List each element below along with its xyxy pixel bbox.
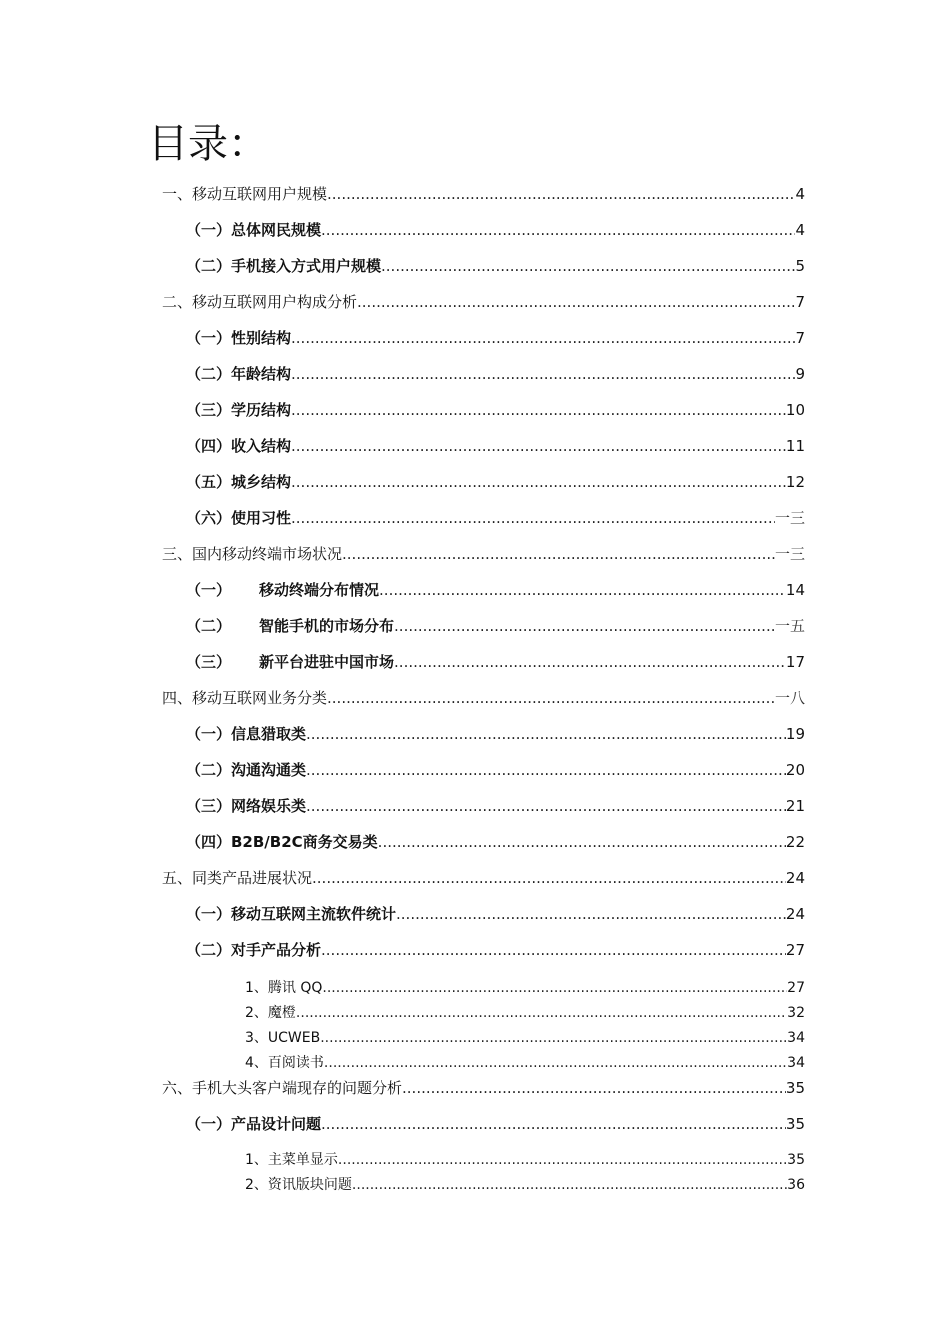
toc-entry-page: 22 bbox=[785, 833, 805, 851]
toc-entry-page: 10 bbox=[785, 401, 805, 419]
toc-entry-page: 35 bbox=[787, 1152, 805, 1168]
toc-entry-page: 一三 bbox=[774, 509, 805, 527]
toc-entry[interactable] bbox=[162, 688, 805, 708]
toc-entry-label: 新平台进驻中国市场 bbox=[259, 653, 395, 671]
toc-entry[interactable] bbox=[186, 616, 805, 636]
toc-entry-number: （二） bbox=[186, 617, 232, 635]
toc-entry-page: 35 bbox=[785, 1079, 805, 1097]
toc-entry-label: （一）移动互联网主流软件统计 bbox=[186, 905, 397, 923]
dot-leader bbox=[291, 508, 775, 528]
dot-leader bbox=[338, 1150, 787, 1170]
dot-leader bbox=[379, 580, 786, 600]
toc-entry[interactable] bbox=[186, 652, 805, 672]
toc-entry[interactable] bbox=[186, 364, 805, 384]
toc-entry-page: 11 bbox=[785, 437, 805, 455]
toc-entry-page: 4 bbox=[795, 221, 805, 239]
toc-entry[interactable] bbox=[186, 580, 805, 600]
toc-entry-page: 21 bbox=[785, 797, 805, 815]
toc-entry-page: 4 bbox=[795, 185, 805, 203]
toc-entry-page: 24 bbox=[785, 905, 805, 923]
toc-entry-label: （一）产品设计问题 bbox=[186, 1115, 322, 1133]
dot-leader bbox=[291, 436, 786, 456]
toc-entry-page: 一三 bbox=[774, 545, 805, 563]
dot-leader bbox=[381, 256, 795, 276]
toc-entry[interactable] bbox=[186, 328, 805, 348]
toc-entry-label: （五）城乡结构 bbox=[186, 473, 292, 491]
toc-entry[interactable] bbox=[162, 184, 805, 204]
dot-leader bbox=[357, 292, 795, 312]
toc-entry-label: 四、移动互联网业务分类 bbox=[162, 689, 328, 707]
toc-entry-label: 六、手机大头客户端现存的问题分析 bbox=[162, 1079, 403, 1097]
dot-leader bbox=[312, 868, 786, 888]
dot-leader bbox=[402, 1078, 786, 1098]
toc-entry-number: （三） bbox=[186, 653, 232, 671]
dot-leader bbox=[291, 472, 786, 492]
toc-entry-label: 二、移动互联网用户构成分析 bbox=[162, 293, 358, 311]
toc-entry-page: 7 bbox=[795, 329, 805, 347]
toc-entry-label: 1、主菜单显示 bbox=[245, 1152, 338, 1168]
toc-entry[interactable] bbox=[162, 868, 805, 888]
toc-entry-page: 17 bbox=[785, 653, 805, 671]
toc-entry[interactable] bbox=[245, 978, 805, 998]
toc-entry-page: 34 bbox=[787, 1055, 805, 1071]
toc-entry-page: 9 bbox=[795, 365, 805, 383]
toc-entry-label: （二）沟通沟通类 bbox=[186, 761, 307, 779]
toc-entry-label: （一）信息猎取类 bbox=[186, 725, 307, 743]
toc-entry-label: 一、移动互联网用户规模 bbox=[162, 185, 328, 203]
dot-leader bbox=[394, 616, 775, 636]
toc-entry[interactable] bbox=[186, 796, 805, 816]
dot-leader bbox=[306, 724, 786, 744]
toc-entry-page: 32 bbox=[787, 1005, 805, 1021]
dot-leader bbox=[396, 904, 786, 924]
toc-entry[interactable] bbox=[186, 508, 805, 528]
toc-entry[interactable] bbox=[162, 544, 805, 564]
toc-entry-page: 14 bbox=[785, 581, 805, 599]
dot-leader bbox=[322, 978, 787, 998]
toc-entry-label: （一）性别结构 bbox=[186, 329, 292, 347]
toc-entry[interactable] bbox=[186, 832, 805, 852]
toc-entry-label: 4、百阅读书 bbox=[245, 1055, 324, 1071]
toc-entry[interactable] bbox=[245, 1053, 805, 1073]
toc-entry[interactable] bbox=[186, 400, 805, 420]
toc-entry-label: （六）使用习性 bbox=[186, 509, 292, 527]
toc-entry[interactable] bbox=[186, 472, 805, 492]
toc-entry[interactable] bbox=[186, 1114, 805, 1134]
toc-entry[interactable] bbox=[162, 1078, 805, 1098]
dot-leader bbox=[324, 1053, 787, 1073]
toc-entry-page: 一五 bbox=[774, 617, 805, 635]
toc-entry-label: 2、魔橙 bbox=[245, 1005, 296, 1021]
toc-entry-page: 19 bbox=[785, 725, 805, 743]
dot-leader bbox=[342, 544, 775, 564]
toc-entry-label: （四）B2B/B2C商务交易类 bbox=[186, 833, 378, 851]
toc-entry[interactable] bbox=[245, 1175, 805, 1195]
dot-leader bbox=[306, 760, 786, 780]
dot-leader bbox=[291, 400, 786, 420]
toc-entry-label: （二）手机接入方式用户规模 bbox=[186, 257, 382, 275]
toc-entry-label: （四）收入结构 bbox=[186, 437, 292, 455]
toc-entry[interactable] bbox=[186, 220, 805, 240]
toc-entry[interactable] bbox=[186, 256, 805, 276]
toc-entry-label: （二）对手产品分析 bbox=[186, 941, 322, 959]
toc-entry-page: 27 bbox=[787, 980, 805, 996]
toc-entry-label: 智能手机的市场分布 bbox=[259, 617, 395, 635]
dot-leader bbox=[321, 940, 786, 960]
page-title: 目录： bbox=[148, 121, 268, 167]
toc-entry-page: 27 bbox=[785, 941, 805, 959]
toc-entry[interactable] bbox=[186, 904, 805, 924]
toc-entry-page: 34 bbox=[787, 1030, 805, 1046]
toc-entry[interactable] bbox=[186, 724, 805, 744]
toc-entry-label: 移动终端分布情况 bbox=[259, 581, 380, 599]
toc-entry-label: （一）总体网民规模 bbox=[186, 221, 322, 239]
toc-entry-page: 20 bbox=[785, 761, 805, 779]
toc-entry[interactable] bbox=[245, 1003, 805, 1023]
dot-leader bbox=[321, 1114, 786, 1134]
toc-entry[interactable] bbox=[245, 1028, 805, 1048]
dot-leader bbox=[378, 832, 786, 852]
dot-leader bbox=[327, 184, 795, 204]
toc-entry-label: 1、腾讯 QQ bbox=[245, 980, 323, 996]
dot-leader bbox=[320, 1028, 787, 1048]
toc-entry[interactable] bbox=[186, 940, 805, 960]
toc-entry[interactable] bbox=[186, 760, 805, 780]
toc-entry-page: 35 bbox=[785, 1115, 805, 1133]
toc-entry-label: （二）年龄结构 bbox=[186, 365, 292, 383]
toc-entry-label: 3、UCWEB bbox=[245, 1030, 321, 1046]
toc-entry-page: 12 bbox=[785, 473, 805, 491]
toc-entry-label: （三）学历结构 bbox=[186, 401, 292, 419]
toc-entry[interactable] bbox=[162, 292, 805, 312]
toc-entry-label: 三、国内移动终端市场状况 bbox=[162, 545, 343, 563]
toc-entry[interactable] bbox=[186, 436, 805, 456]
dot-leader bbox=[291, 328, 795, 348]
toc-entry-number: （一） bbox=[186, 581, 232, 599]
dot-leader bbox=[394, 652, 786, 672]
dot-leader bbox=[306, 796, 786, 816]
toc-entry-label: 五、同类产品进展状况 bbox=[162, 869, 313, 887]
toc-entry-page: 一八 bbox=[774, 689, 805, 707]
toc-entry-page: 36 bbox=[787, 1177, 805, 1193]
dot-leader bbox=[291, 364, 795, 384]
dot-leader bbox=[352, 1175, 787, 1195]
dot-leader bbox=[321, 220, 795, 240]
dot-leader bbox=[296, 1003, 787, 1023]
toc-entry-page: 7 bbox=[795, 293, 805, 311]
dot-leader bbox=[327, 688, 775, 708]
toc-entry-page: 5 bbox=[795, 257, 805, 275]
toc-entry-label: （三）网络娱乐类 bbox=[186, 797, 307, 815]
toc-entry-page: 24 bbox=[785, 869, 805, 887]
toc-entry-label: 2、资讯版块问题 bbox=[245, 1177, 352, 1193]
toc-entry[interactable] bbox=[245, 1150, 805, 1170]
